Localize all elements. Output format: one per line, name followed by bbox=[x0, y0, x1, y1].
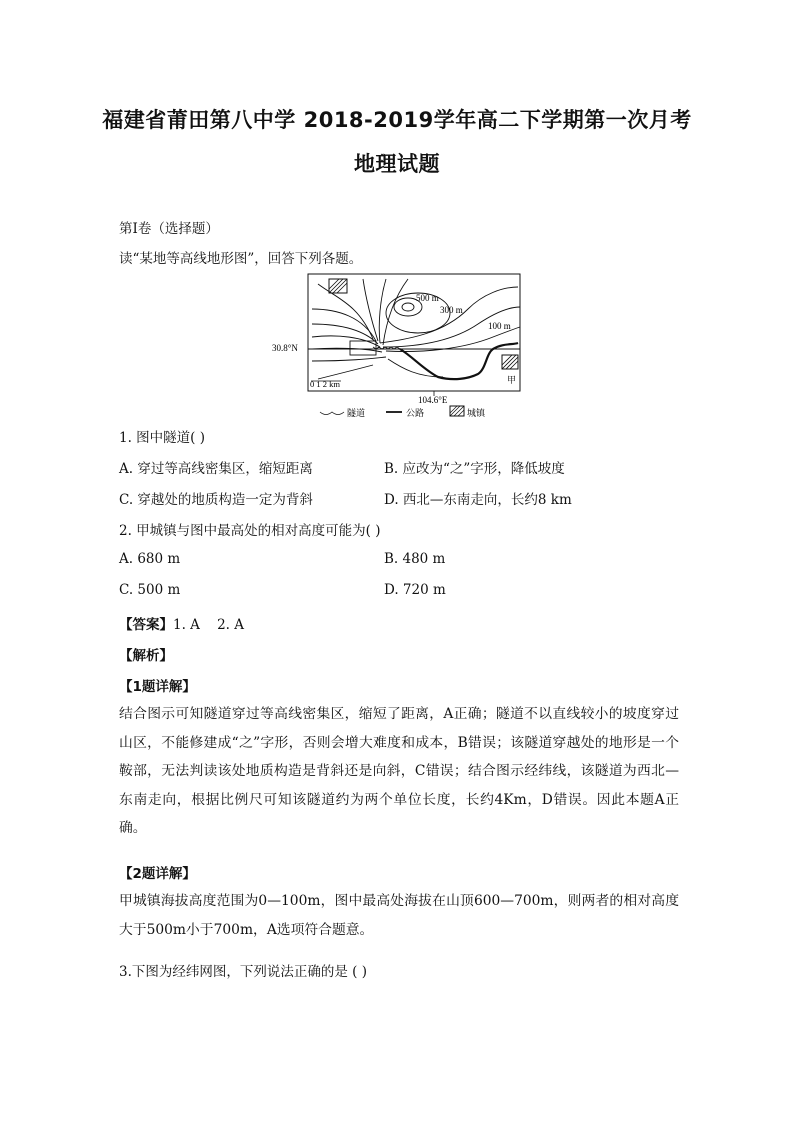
detail-2-heading: 【2题详解】 bbox=[119, 866, 196, 882]
question-2-option-c: C. 500 m bbox=[119, 582, 181, 598]
contour-label-500: 500 m bbox=[416, 293, 439, 303]
contour-line bbox=[318, 284, 373, 339]
document-title: 福建省莆田第八中学 2018-2019学年高二下学期第一次月考 bbox=[102, 108, 692, 132]
contour-label-300: 300 m bbox=[440, 305, 463, 315]
question-1-option-c: C. 穿越处的地质构造一定为背斜 bbox=[119, 492, 313, 508]
answer-text: 1. A 2. A bbox=[173, 617, 245, 633]
longitude-label: 104.6°E bbox=[418, 395, 448, 405]
legend-road-label: 公路 bbox=[406, 408, 425, 418]
detail-1-text: 结合图示可知隧道穿过等高线密集区，缩短了距离，A正确；隧道不以直线较小的坡度穿过山区，不能修建成“之”字形，否则会增大难度和成本，B错误；该隧道穿越处的地形是一个鞍部，无法判读该处地质构造是背斜还是向斜，C错误；结合图示经纬线，该隧道为西北—东南走向，根据比例尺可知该隧道约为两个单位长度，长约4Km，D错误。因此本题A正确。 bbox=[119, 706, 679, 836]
question-1-option-a: A. 穿过等高线密集区，缩短距离 bbox=[119, 461, 313, 477]
scale-label: 0 1 2 km bbox=[310, 379, 340, 389]
document-subtitle: 地理试题 bbox=[354, 152, 440, 176]
detail-2-text: 甲城镇海拔高度范围为0—100m，图中最高处海拔在山顶600—700m，则两者的相对高度大于500m小于700m，A选项符合题意。 bbox=[119, 893, 679, 938]
question-2-option-a: A. 680 m bbox=[119, 551, 181, 567]
legend-tunnel-label: 隧道 bbox=[347, 408, 366, 418]
latitude-label: 30.8°N bbox=[272, 343, 298, 353]
town-jia-label: 甲 bbox=[507, 375, 517, 385]
question-1-option-b: B. 应改为“之”字形，降低坡度 bbox=[384, 461, 565, 477]
analysis-heading: 【解析】 bbox=[119, 648, 173, 664]
question-2-option-d: D. 720 m bbox=[384, 582, 446, 598]
contour-line bbox=[363, 279, 378, 341]
question-intro: 读“某地等高线地形图”，回答下列各题。 bbox=[119, 251, 363, 267]
contour-map bbox=[268, 269, 528, 421]
answer-tag: 【答案】 bbox=[119, 617, 173, 633]
question-3-stem: 3.下图为经纬网图，下列说法正确的是 ( ) bbox=[119, 964, 367, 980]
section-heading: 第Ⅰ卷（选择题） bbox=[119, 221, 219, 237]
peak-contour bbox=[402, 303, 414, 311]
contour-line bbox=[318, 365, 373, 379]
contour-line bbox=[312, 357, 386, 361]
question-1-stem: 1. 图中隧道( ) bbox=[119, 430, 205, 446]
legend-town-label: 城镇 bbox=[467, 408, 486, 418]
question-2-stem: 2. 甲城镇与图中最高处的相对高度可能为( ) bbox=[119, 523, 381, 539]
answer-line bbox=[119, 613, 244, 633]
contour-label-100: 100 m bbox=[488, 321, 511, 331]
contour-line bbox=[383, 279, 408, 345]
question-1-option-d: D. 西北—东南走向，长约8 km bbox=[384, 492, 572, 508]
question-2-option-b: B. 480 m bbox=[384, 551, 446, 567]
legend-tunnel-symbol bbox=[320, 412, 344, 415]
detail-1-heading: 【1题详解】 bbox=[119, 679, 196, 695]
